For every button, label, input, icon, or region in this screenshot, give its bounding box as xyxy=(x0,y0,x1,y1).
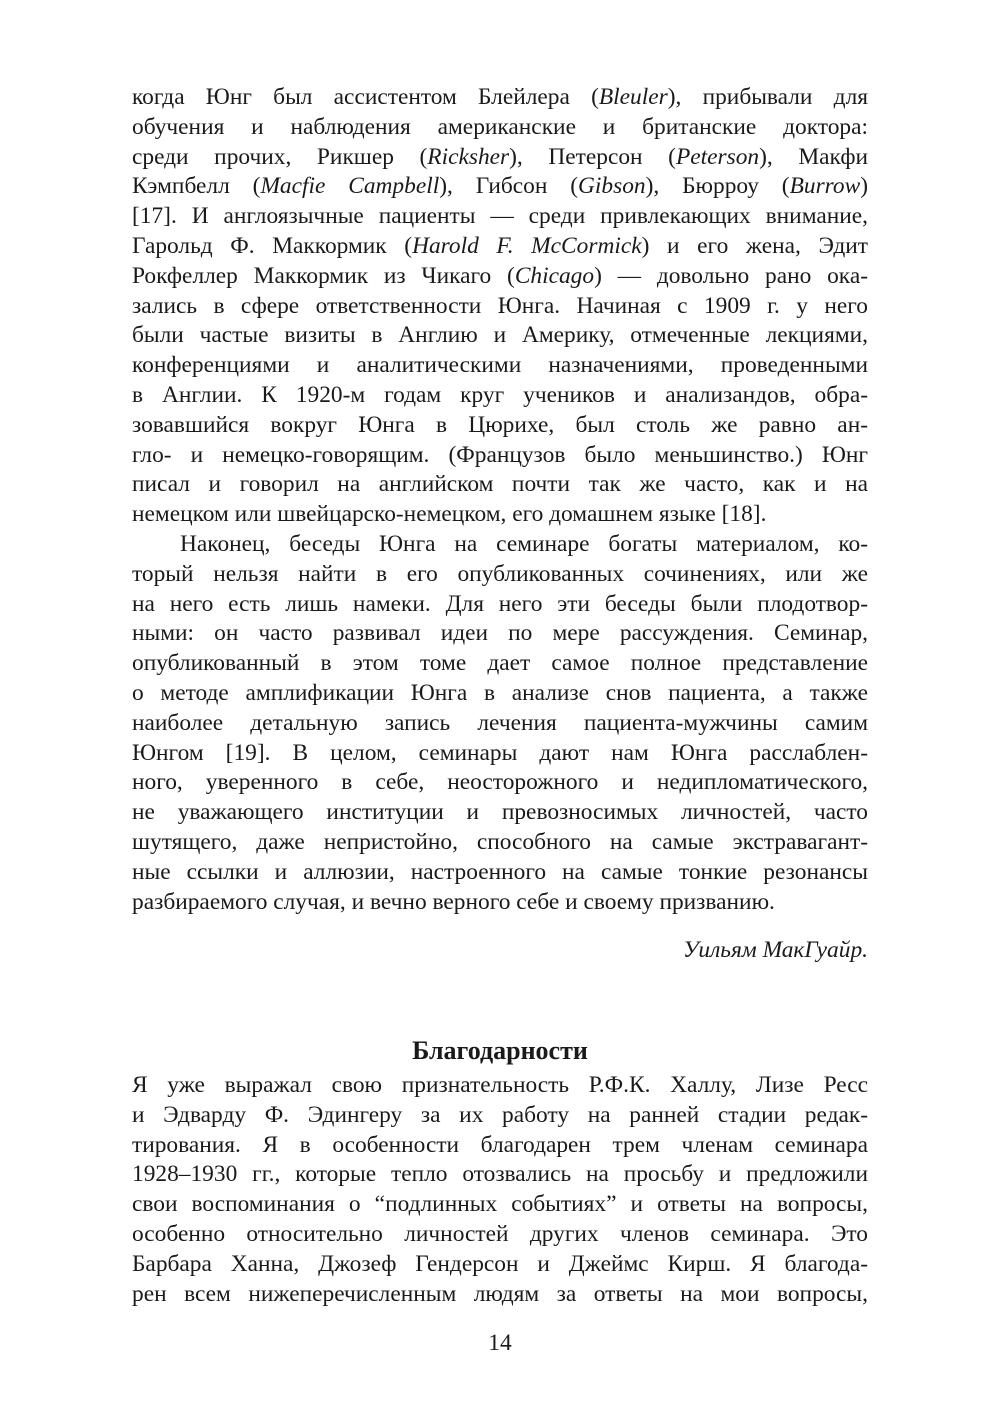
text-line: Я уже выражал свою признательность Р.Ф.К. Халлу, Лизе Ресс xyxy=(132,1072,868,1098)
text-line: были частые визиты в Англию и Америку, отмеченные лекциями, xyxy=(132,322,868,349)
section-heading: Благодарности xyxy=(412,1036,588,1065)
page-number: 14 xyxy=(488,1330,512,1356)
text-line: Рокфеллер Маккормик из Чикаго (Chicago) — довольно рано ока- xyxy=(132,262,868,289)
text-line: среди прочих, Рикшер (Ricksher), Петерсон (Peterson), Макфи xyxy=(132,143,868,170)
text-line: конференциями и аналитическими назначениями, проведенными xyxy=(132,352,868,379)
text-line: ными: он часто развивал идеи по мере рассуждения. Семинар, xyxy=(132,620,868,647)
text-line: зовавшийся вокруг Юнга в Цюрихе, был столь же равно ан- xyxy=(132,411,868,438)
text-line: когда Юнг был ассистентом Блейлера (Bleuler), прибывали для xyxy=(132,84,869,110)
text-line: Гарольд Ф. Маккормик (Harold F. McCormick) и его жена, Эдит xyxy=(132,232,868,259)
text-line: на него есть лишь намеки. Для него эти беседы были плодотвор- xyxy=(132,590,868,617)
text-line: особенно относительно личностей других членов семинара. Это xyxy=(132,1220,868,1247)
text-line: шутящего, даже непристойно, способного на самые экстравагант- xyxy=(132,828,868,855)
text-line: писал и говорил на английском почти так же часто, как и на xyxy=(132,471,868,498)
text-line: 1928–1930 гг., которые тепло отозвались на просьбу и предложили xyxy=(132,1161,868,1188)
text-line: [17]. И англоязычные пациенты — среди привлекающих внимание, xyxy=(132,203,868,230)
text-line: и Эдварду Ф. Эдингеру за их работу на ранней стадии редак- xyxy=(132,1101,868,1128)
text-line: свои воспоминания о “подлинных событиях” и ответы на вопросы, xyxy=(132,1191,868,1218)
text-line: рен всем нижеперечисленным людям за ответы на мои вопросы, xyxy=(132,1280,868,1307)
signature: Уильям МакГуайр. xyxy=(683,937,868,963)
text-line: торый нельзя найти в его опубликованных сочинениях, или же xyxy=(132,560,868,587)
text-line: о методе амплификации Юнга в анализе снов пациента, а также xyxy=(132,679,868,706)
text-line: зались в сфере ответственности Юнга. Начиная с 1909 г. у него xyxy=(132,292,868,319)
acknowledgements-text-block xyxy=(132,1071,868,1309)
text-line: в Англии. К 1920-м годам круг учеников и анализандов, обра- xyxy=(132,381,868,408)
text-line: не уважающего институции и превозносимых личностей, часто xyxy=(132,799,868,826)
text-line: Кэмпбелл (Macfie Campbell), Гибсон (Gibson), Бюрроу (Burrow) xyxy=(132,173,869,200)
text-line: ного, уверенного в себе, неосторожного и недипломатического, xyxy=(132,769,868,796)
text-line: Барбара Ханна, Джозеф Гендерсон и Джеймс Кирш. Я благода- xyxy=(132,1250,868,1277)
intro-text-block xyxy=(132,83,868,917)
text-line: разбираемого случая, и вечно верного себе и своему призванию. xyxy=(132,888,775,915)
text-line: Наконец, беседы Юнга на семинаре богаты материалом, ко- xyxy=(180,530,868,557)
text-line: опубликованный в этом томе дает самое полное представление xyxy=(132,650,868,677)
text-line: немецком или швейцарско-немецком, его домашнем языке [18]. xyxy=(132,501,767,528)
text-line: Юнгом [19]. В целом, семинары дают нам Юнга расслаблен- xyxy=(132,739,868,766)
text-line: тирования. Я в особенности благодарен трем членам семинара xyxy=(132,1131,868,1158)
text-line: наиболее детальную запись лечения пациента-мужчины самим xyxy=(132,709,868,736)
text-line: обучения и наблюдения американские и британские доктора: xyxy=(132,113,868,140)
text-line: гло- и немецко-говорящим. (Французов было меньшинство.) Юнг xyxy=(132,441,868,468)
text-line: ные ссылки и аллюзии, настроенного на самые тонкие резонансы xyxy=(132,858,868,885)
